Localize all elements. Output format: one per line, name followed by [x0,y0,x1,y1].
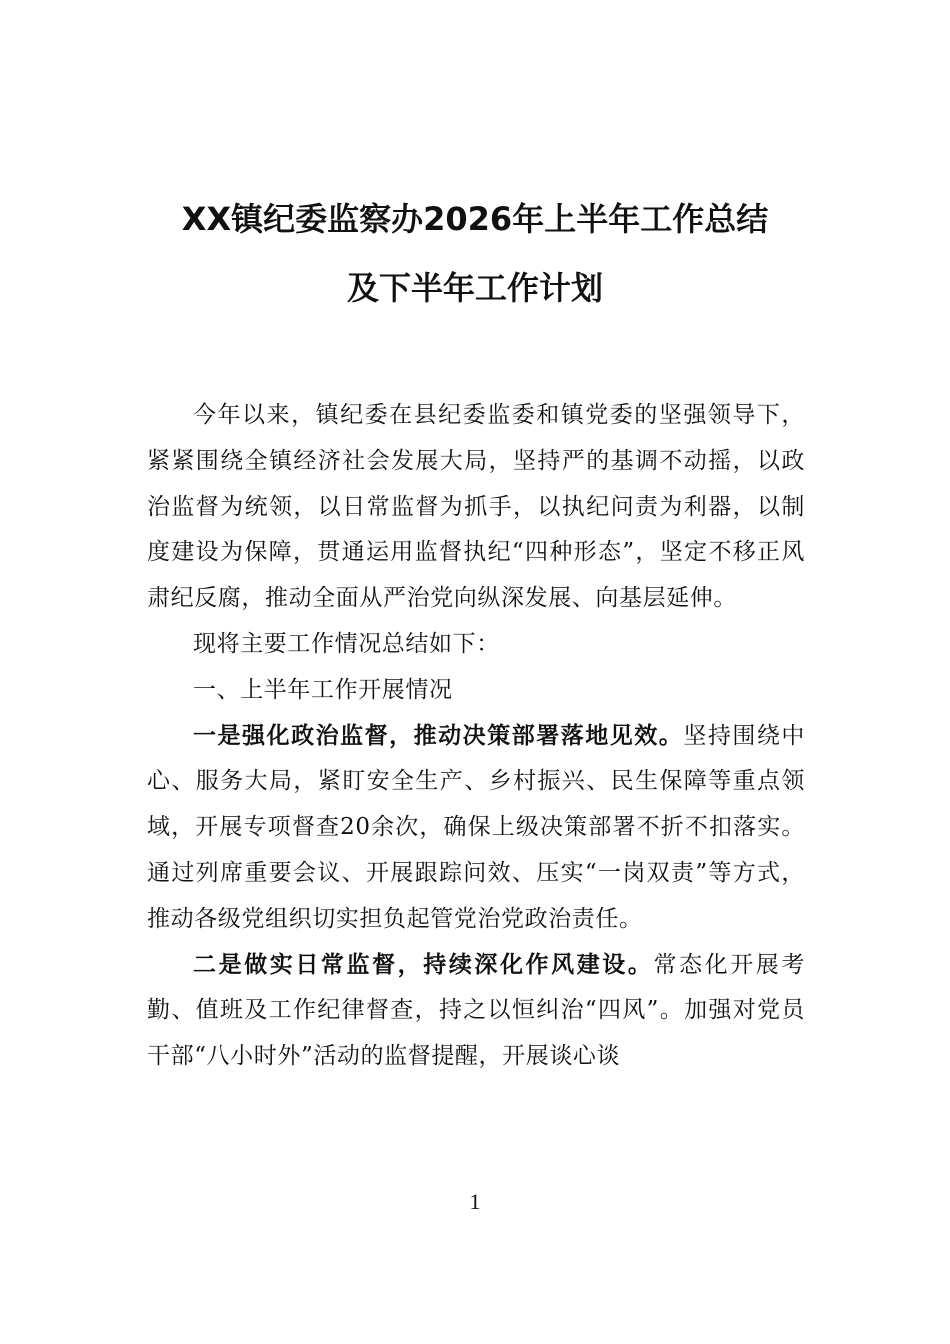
work-item-2 [147,943,805,1080]
section-heading: 一、上半年工作开展情况 [193,676,453,703]
document-body [147,393,805,1080]
document-title-line-1: XX镇纪委监察办2026年上半年工作总结 [181,200,769,238]
summary-intro: 现将主要工作情况总结如下： [193,630,500,657]
work-item-1 [147,714,805,943]
intro-paragraph: 今年以来，镇纪委在县纪委监委和镇党委的坚强领导下，紧紧围绕全镇经济社会发展大局，坚持严的基调不动摇，以政治监督为统领，以日常监督为抓手，以执纪问责为利器，以制度建设为保障，贯通运用监督执纪“四种形态”，坚定不移正风肃纪反腐，推动全面从严治党向纵深发展、向基层延伸。 [147,402,805,612]
work-item-1-lead: 一是强化政治监督，推动决策部署落地见效。 [193,722,684,749]
work-item-2-lead: 二是做实日常监督，持续深化作风建设。 [193,951,654,978]
page-number: 1 [469,1189,481,1214]
work-item-2-body: 常态化开展考勤、值班及工作纪律督查，持之以恒纠治“四风”。加强对党员干部“八小时外”活动的监督提醒，开展谈心谈 [147,951,805,1070]
document-title-line-2: 及下半年工作计划 [346,269,603,307]
work-item-1-body: 坚持围绕中心、服务大局，紧盯安全生产、乡村振兴、民生保障等重点领域，开展专项督查20余次，确保上级决策部署不折不扣落实。通过列席重要会议、开展跟踪问效、压实“一岗双责”等方式，推动各级党组织切实担负起管党治党政治责任。 [147,722,806,932]
